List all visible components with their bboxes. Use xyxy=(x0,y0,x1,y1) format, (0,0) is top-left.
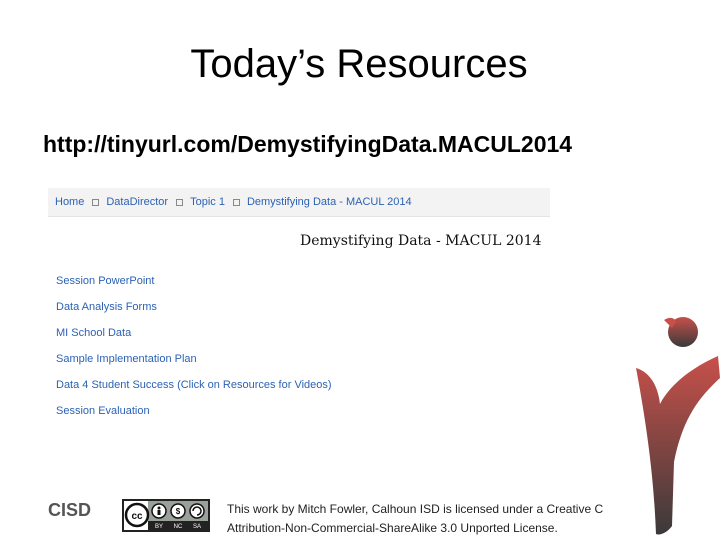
resource-link-list xyxy=(56,274,332,430)
link-session-powerpoint[interactable]: Session PowerPoint xyxy=(56,275,155,287)
svg-text:$: $ xyxy=(175,507,181,516)
breadcrumb-separator-icon xyxy=(233,199,240,206)
page-heading: Demystifying Data - MACUL 2014 xyxy=(300,233,542,249)
figure-body xyxy=(636,356,720,535)
link-mi-school-data[interactable]: MI School Data xyxy=(56,327,132,339)
svg-text:cc: cc xyxy=(131,511,143,522)
breadcrumb-home[interactable]: Home xyxy=(55,196,85,208)
link-session-evaluation[interactable]: Session Evaluation xyxy=(56,405,150,417)
breadcrumb-current[interactable]: Demystifying Data - MACUL 2014 xyxy=(246,196,412,208)
slide-title: Today’s Resources xyxy=(190,42,528,86)
embedded-page-screenshot xyxy=(48,188,550,428)
creative-commons-badge[interactable] xyxy=(122,499,210,532)
link-sample-implementation-plan[interactable]: Sample Implementation Plan xyxy=(56,353,197,365)
cc-sa-label: SA xyxy=(192,524,202,530)
creative-commons-icon xyxy=(124,501,208,530)
cc-nc-label: NC xyxy=(173,524,183,530)
breadcrumb-topic[interactable]: Topic 1 xyxy=(190,196,225,208)
link-data-analysis-forms[interactable]: Data Analysis Forms xyxy=(56,301,157,313)
breadcrumb-datadirector[interactable]: DataDirector xyxy=(106,196,169,208)
cisd-logo-text: CISD xyxy=(48,500,92,520)
person-figure-logo-icon xyxy=(620,312,720,540)
license-line-1: This work by Mitch Fowler, Calhoun ISD is licensed under a Creative C xyxy=(227,502,604,516)
link-data-4-student-success[interactable]: Data 4 Student Success (Click on Resources for Videos) xyxy=(56,379,332,391)
breadcrumb xyxy=(48,188,550,217)
license-text xyxy=(227,500,620,538)
license-line-2: Attribution-Non-Commercial-ShareAlike 3.0 Unported License. xyxy=(227,521,558,535)
cc-by-label: BY xyxy=(154,524,164,530)
breadcrumb-separator-icon xyxy=(92,199,99,206)
resource-url[interactable]: http://tinyurl.com/DemystifyingData.MACUL2014 xyxy=(43,131,573,157)
breadcrumb-separator-icon xyxy=(176,199,183,206)
cisd-logo xyxy=(48,500,96,524)
